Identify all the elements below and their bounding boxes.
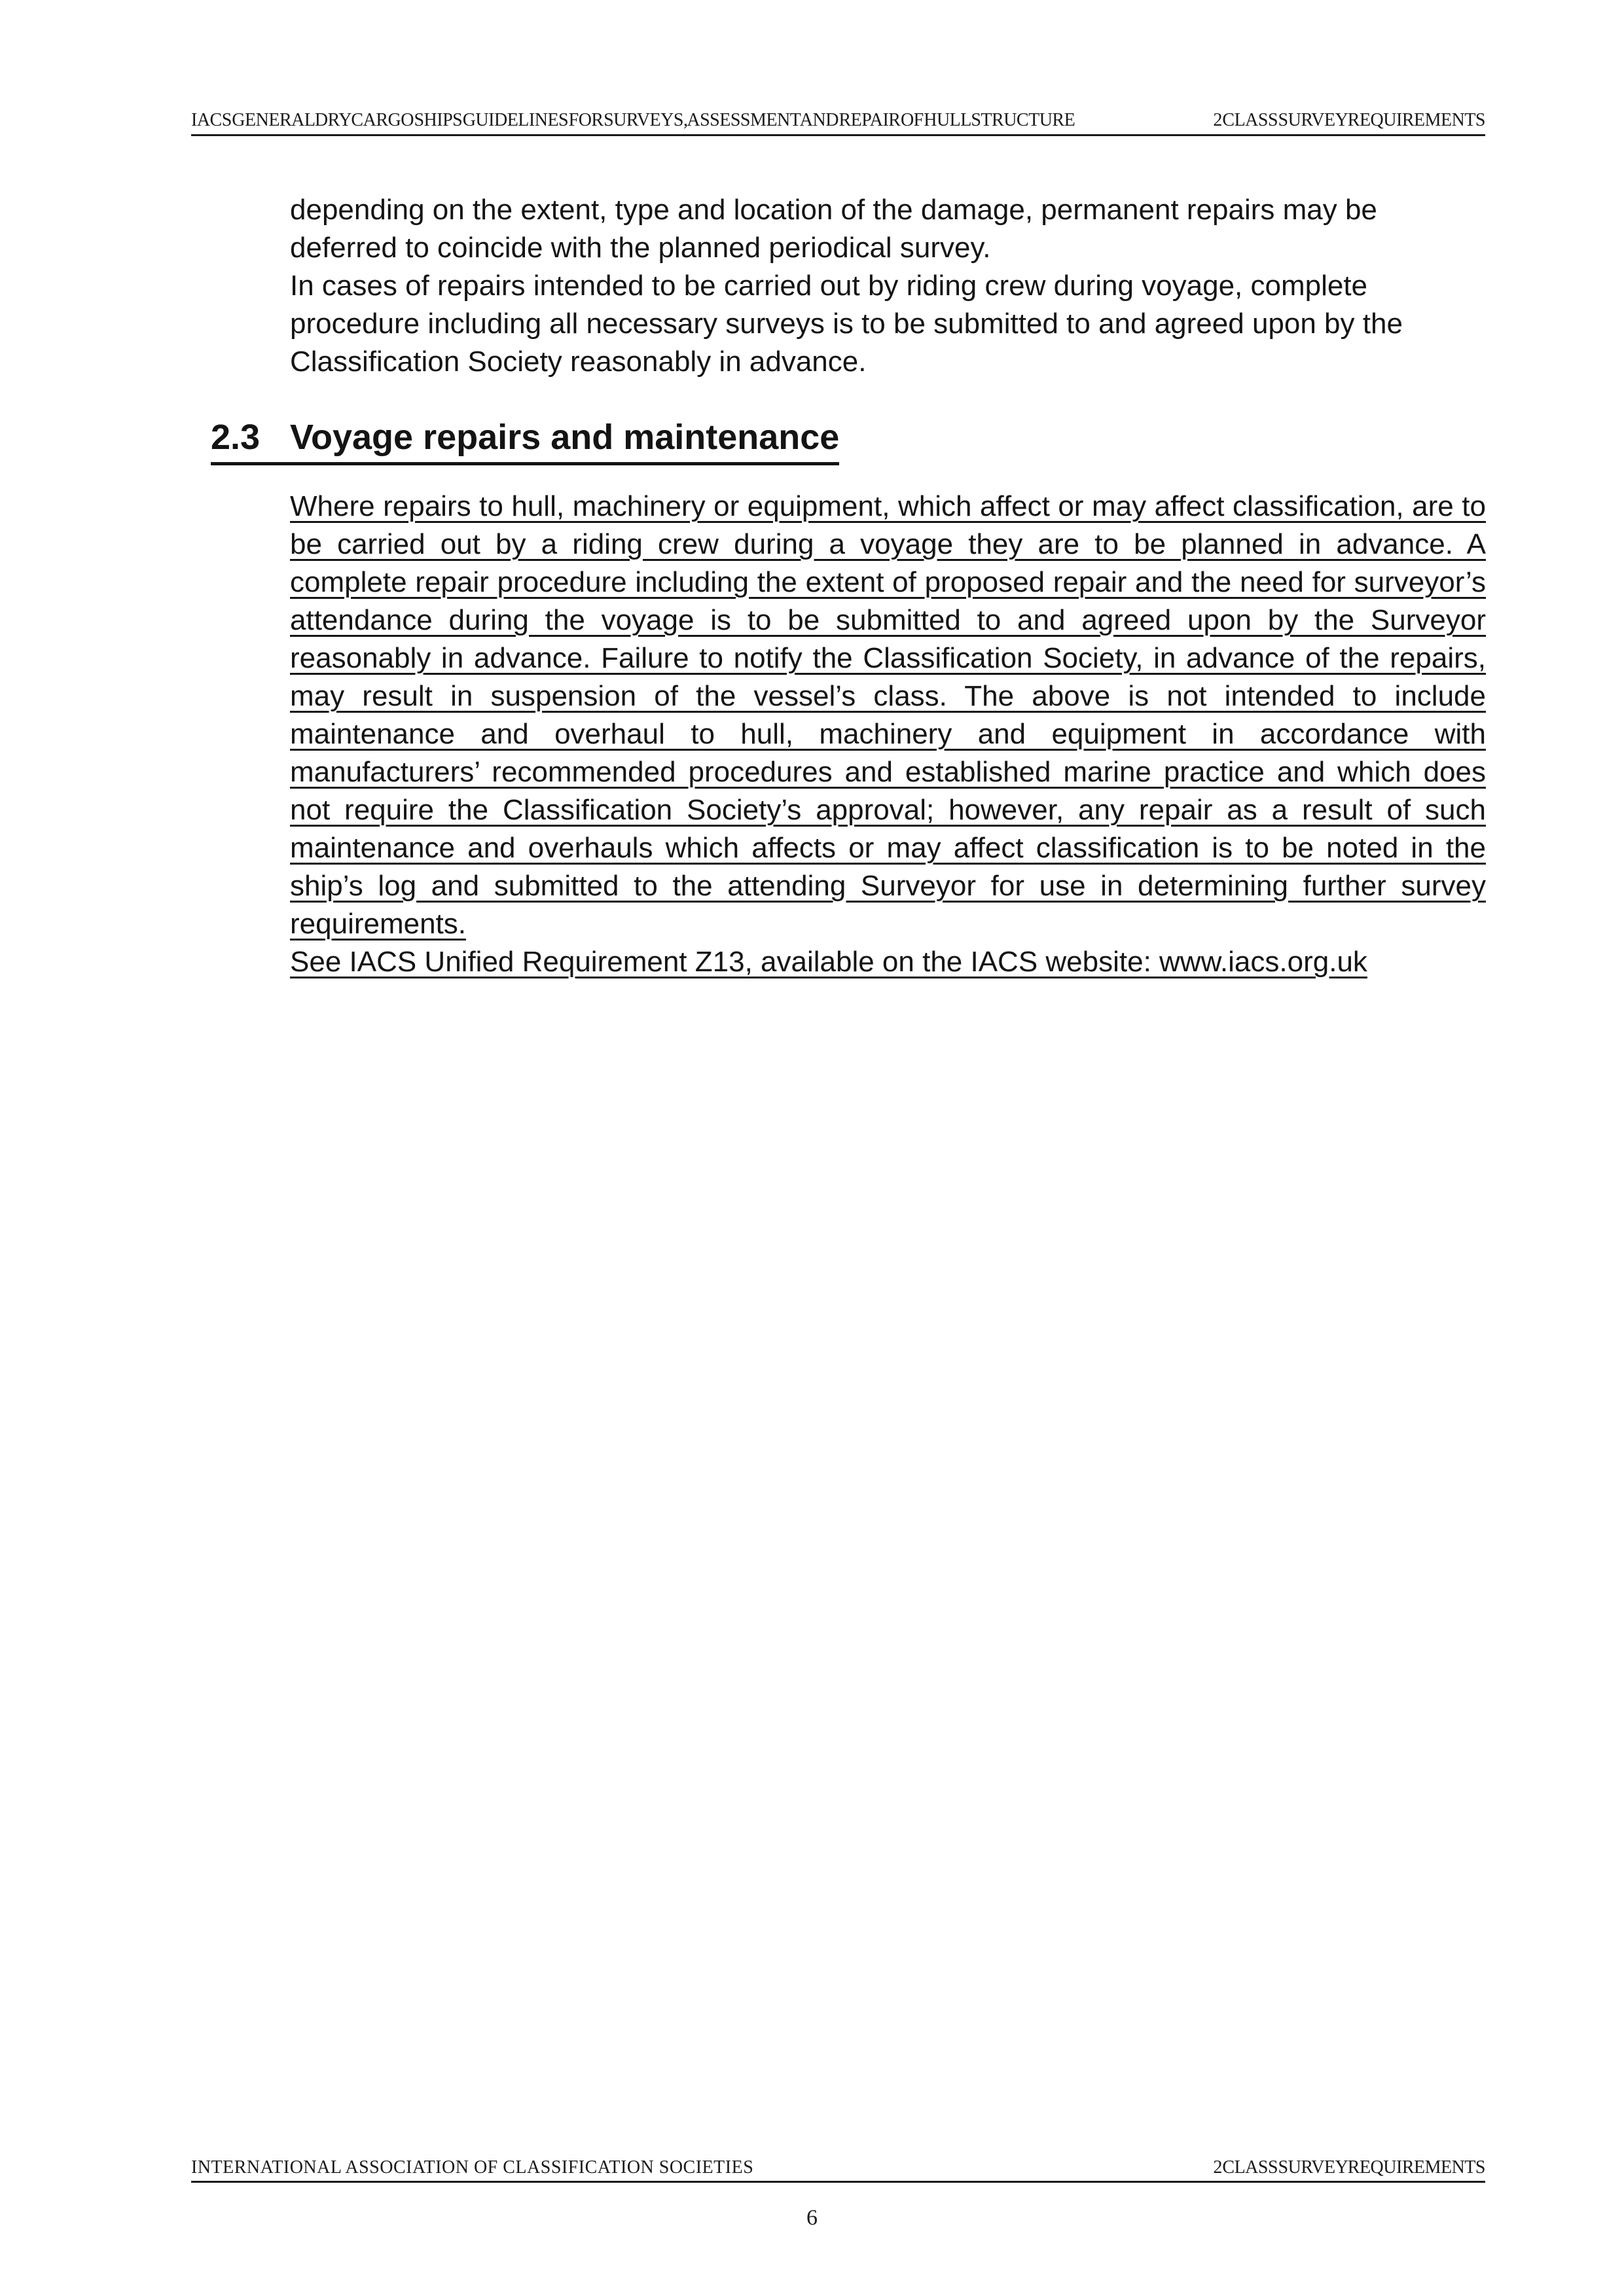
- paragraph-damage-repairs: depending on the extent, type and location of the damage, permanent repairs may be deferred to coincide with the planned periodical survey.: [290, 194, 1377, 264]
- document-body: [211, 191, 1486, 981]
- header-document-title: IACS GENERAL DRY CARGO SHIPS GUIDELINES FOR SURVEYS, ASSESSMENT AND REPAIR OF HULL STRUCTURE: [191, 110, 1075, 130]
- header-chapter-title: 2 CLASS SURVEY REQUIREMENTS: [1213, 110, 1485, 130]
- page-number: 6: [806, 2206, 818, 2230]
- footer-chapter-title: 2 CLASS SURVEY REQUIREMENTS: [1213, 2157, 1485, 2178]
- section-number: 2.3: [211, 418, 261, 457]
- page-header: [191, 110, 1485, 136]
- section-heading-2-3: [211, 418, 1486, 465]
- page-footer: [191, 2157, 1485, 2183]
- section-heading-text: [211, 418, 839, 465]
- paragraph-riding-crew-intro: In cases of repairs intended to be carried out by riding crew during voyage, complete procedure including all necessary surveys is to be submitted to and agreed upon by the Classification Society reasonably in advance.: [290, 270, 1403, 378]
- footer-organization-name: INTERNATIONAL ASSOCIATION OF CLASSIFICATION SOCIETIES: [191, 2157, 754, 2178]
- section-title: Voyage repairs and maintenance: [290, 418, 840, 457]
- paragraph-voyage-repairs: Where repairs to hull, machinery or equipment, which affect or may affect classification, are to be carried out by a riding crew during a voyage they are to be planned in advance. A complete repair procedure including the extent of proposed repair and the need for surveyor’s attendance during the voyage is to be submitted to and agreed upon by the Surveyor reasonably in advance. Failure to notify the Classification Society, in advance of the repairs, may result in suspension of the vessel’s class. The above is not intended to include maintenance and overhaul to hull, machinery and equipment in accordance with manufacturers’ recommended procedures and established marine practice and which does not require the Classification Society’s approval; however, any repair as a result of such maintenance and overhauls which affects or may affect classification is to be noted in the ship’s log and submitted to the attending Surveyor for use in determining further survey requirements.: [290, 490, 1486, 940]
- paragraph-see-ur-z13: See IACS Unified Requirement Z13, available on the IACS website: www.iacs.org.uk: [290, 946, 1367, 978]
